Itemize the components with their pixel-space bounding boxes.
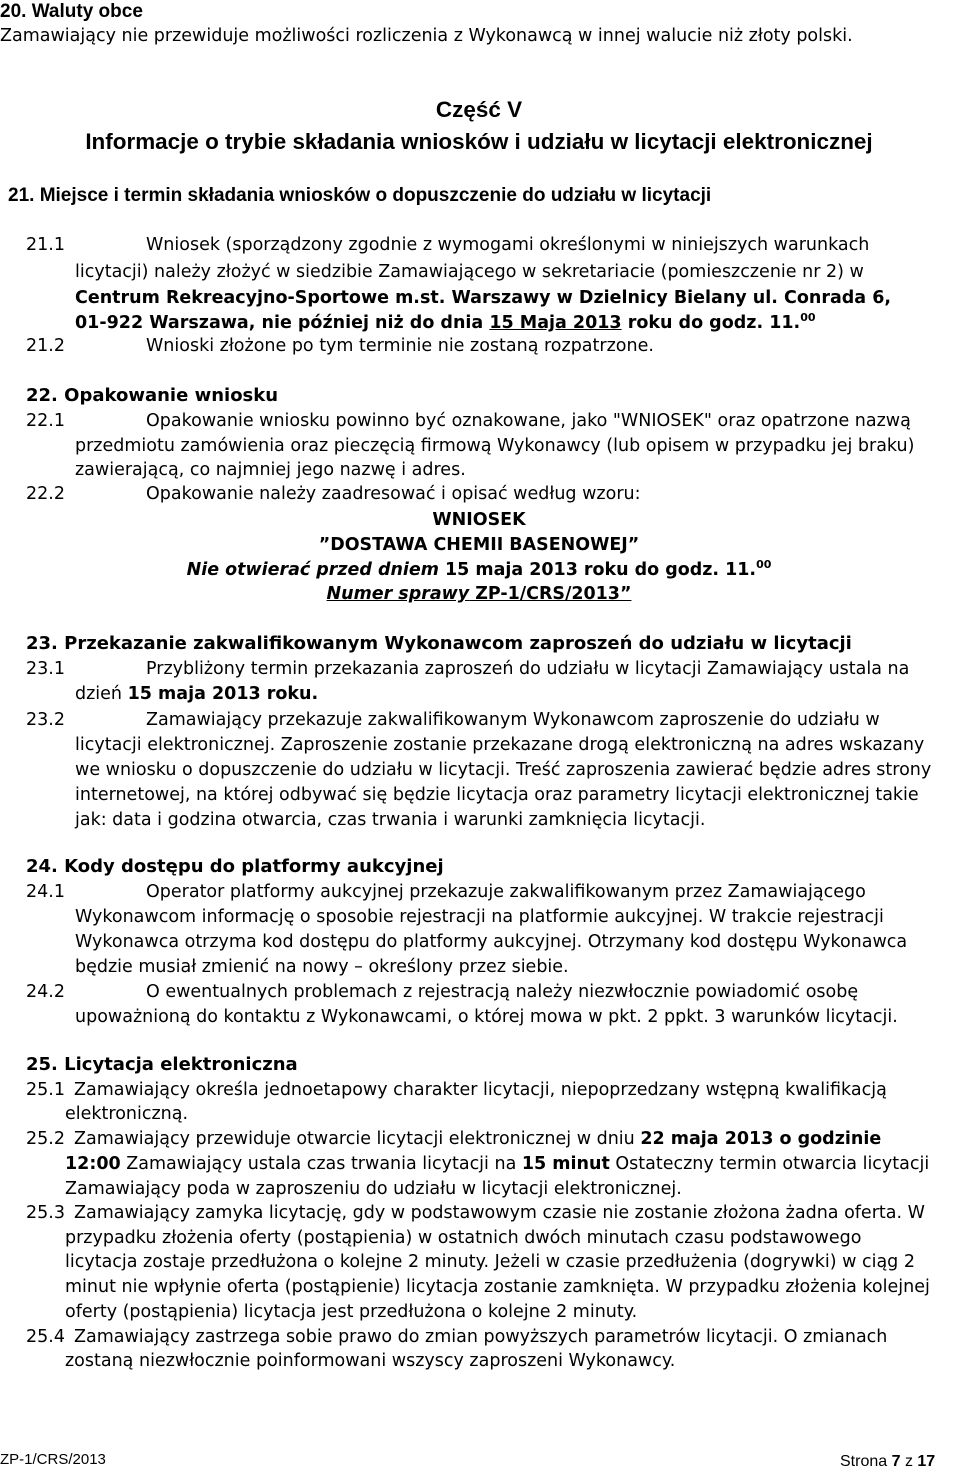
item-24-1-number: 24.1 [26, 882, 65, 902]
item-25-1-line: Zamawiający określa jednoetapowy charakter licytacji, niepoprzedzany wstępną kwalifikacją [74, 1080, 887, 1100]
deadline-minutes: 00 [800, 311, 816, 325]
page-separator: z [900, 1453, 918, 1470]
deadline-hour: roku do godz. 11. [621, 313, 801, 333]
item-25-3-line: oferty (postąpienia) licytacja jest przedłużona o kolejne 2 minuty. [65, 1302, 638, 1322]
item-25-3-line: minut nie wpłynie oferta (postąpienie) licytacja zostanie zamknięta. W przypadku złożenia kolejnej [65, 1277, 930, 1297]
section-20-heading: 20. Waluty obce [0, 1, 143, 22]
item-24-1-line: będzie musiał zmienić na nowy – określony przez siebie. [75, 957, 569, 977]
item-22-1-line: Opakowanie wniosku powinno być oznakowane, jako "WNIOSEK" oraz opatrzone nazwą [146, 411, 911, 431]
item-21-2-number: 21.2 [26, 336, 65, 356]
page-total: 17 [917, 1453, 936, 1470]
item-22-2-number: 22.2 [26, 484, 65, 504]
item-25-1-number: 25.1 [26, 1080, 65, 1100]
envelope-do-not-open [0, 558, 958, 582]
item-23-2-line: internetowej, na której odbywać się będzie licytacja oraz parametry licytacji elektronicznej takie [75, 785, 919, 805]
do-not-open-label: Nie otwierać przed dniem [186, 560, 439, 580]
item-25-2-duration: 15 minut [521, 1154, 610, 1174]
item-23-1-number: 23.1 [26, 659, 65, 679]
item-24-1-line: Wykonawca otrzyma kod dostępu do platformy aukcyjnej. Otrzymany kod dostępu Wykonawca [75, 932, 908, 952]
section-25-heading: 25. Licytacja elektroniczna [26, 1054, 298, 1075]
item-25-2-text: Zamawiający przewiduje otwarcie licytacji elektronicznej w dniu [74, 1129, 641, 1149]
section-23-heading: 23. Przekazanie zakwalifikowanym Wykonawcom zaproszeń do udziału w licytacji [26, 633, 852, 654]
item-24-1-line: Wykonawcom informację o sposobie rejestracji na platformie aukcyjnej. W trakcie rejestracji [75, 907, 884, 927]
item-25-3-line: licytacja zostaje przedłużona o kolejne 2 minuty. Jeżeli w czasie przedłużenia (dogrywki) w ciąg 2 [65, 1252, 915, 1272]
case-number-value: ZP-1/CRS/2013” [469, 584, 632, 604]
item-23-1-line: Przybliżony termin przekazania zaproszeń do udziału w licytacji Zamawiający ustala na [146, 659, 910, 679]
item-25-1-line: elektroniczną. [65, 1104, 189, 1124]
envelope-title: WNIOSEK [432, 510, 526, 530]
item-22-1-number: 22.1 [26, 411, 65, 431]
item-25-2-line [74, 1127, 881, 1151]
item-25-2-line: Zamawiający poda w zaproszeniu do udziału w licytacji elektronicznej. [65, 1179, 682, 1199]
item-21-1-address: Centrum Rekreacyjno-Sportowe m.st. Warszawy w Dzielnicy Bielany ul. Conrada 6, [75, 288, 892, 308]
part-title: Część V [435, 97, 523, 122]
item-25-4-line: Zamawiający zastrzega sobie prawo do zmian powyższych parametrów licytacji. O zmianach [74, 1327, 888, 1347]
item-22-1-line: przedmiotu zamówienia oraz pieczęcią firmową Wykonawcy (lub opisem w przypadku jej braku) [75, 436, 915, 456]
item-23-1-date: 15 maja 2013 roku. [127, 684, 319, 704]
item-25-2-text: Zamawiający ustala czas trwania licytacji na [120, 1154, 522, 1174]
item-23-1-line [75, 682, 318, 706]
item-21-1-line: licytacji) należy złożyć w siedzibie Zamawiającego w sekretariacie (pomieszczenie nr 2) w [75, 262, 864, 282]
item-25-3-number: 25.3 [26, 1203, 65, 1223]
item-23-2-number: 23.2 [26, 710, 65, 730]
section-24-heading: 24. Kody dostępu do platformy aukcyjnej [26, 856, 444, 877]
item-21-1-deadline [75, 311, 816, 335]
page-label: Strona [840, 1453, 892, 1470]
item-25-2-time: 12:00 [65, 1154, 121, 1174]
item-25-4-number: 25.4 [26, 1327, 65, 1347]
item-21-1-line: Wniosek (sporządzony zgodnie z wymogami określonymi w niniejszych warunkach [146, 235, 870, 255]
section-20-body: Zamawiający nie przewiduje możliwości rozliczenia z Wykonawcą w innej walucie niż złoty polski. [0, 26, 853, 46]
item-25-2-line [65, 1152, 929, 1176]
item-24-2-line: O ewentualnych problemach z rejestracją należy niezwłocznie powiadomić osobę [146, 982, 859, 1002]
deadline-text: 01-922 Warszawa, nie później niż do dnia [75, 313, 490, 333]
item-22-1-line: zawierającą, co najmniej jego nazwę i adres. [75, 460, 466, 480]
envelope-case-number [0, 582, 958, 606]
part-subtitle: Informacje o trybie składania wniosków i udziału w licytacji elektronicznej [85, 129, 873, 154]
footer-case-number: ZP-1/CRS/2013 [0, 1451, 106, 1468]
item-24-1-line: Operator platformy aukcyjnej przekazuje zakwalifikowanym przez Zamawiającego [146, 882, 866, 902]
deadline-date: 15 Maja 2013 [489, 313, 622, 333]
case-number-label: Numer sprawy [326, 584, 470, 604]
item-25-3-line: Zamawiający zamyka licytację, gdy w podstawowym czasie nie zostanie złożona żadna oferta. W [74, 1203, 925, 1223]
footer-page-number [840, 1450, 935, 1474]
item-21-2-line: Wnioski złożone po tym terminie nie zostaną rozpatrzone. [146, 336, 654, 356]
item-23-2-line: licytacji elektronicznej. Zaproszenie zostanie przekazane drogą elektroniczną na adres wskazany [75, 735, 925, 755]
item-22-2-line: Opakowanie należy zaadresować i opisać według wzoru: [146, 484, 641, 504]
item-25-2-date: 22 maja 2013 o godzinie [640, 1129, 882, 1149]
section-21-heading: 21. Miejsce i termin składania wniosków o dopuszczenie do udziału w licytacji [8, 185, 712, 206]
section-22-heading: 22. Opakowanie wniosku [26, 385, 279, 406]
do-not-open-date: 15 maja 2013 roku do godz. 11. [438, 560, 757, 580]
item-23-1-day-label: dzień [75, 684, 128, 704]
item-25-2-text: Ostateczny termin otwarcia licytacji [609, 1154, 930, 1174]
item-25-2-number: 25.2 [26, 1129, 65, 1149]
item-24-2-line: upoważnioną do kontaktu z Wykonawcami, o której mowa w pkt. 2 ppkt. 3 warunków licytacji. [75, 1007, 898, 1027]
item-23-2-line: jak: data i godzina otwarcia, czas trwania i warunki zamknięcia licytacji. [75, 810, 706, 830]
item-25-4-line: zostaną niezwłocznie poinformowani wszyscy zaproszeni Wykonawcy. [65, 1351, 676, 1371]
do-not-open-minutes: 00 [756, 558, 772, 572]
item-21-1-number: 21.1 [26, 235, 65, 255]
item-23-2-line: we wniosku o dopuszczenie do udziału w licytacji. Treść zaproszenia zawierać będzie adres strony [75, 760, 932, 780]
item-23-2-line: Zamawiający przekazuje zakwalifikowanym Wykonawcom zaproszenie do udziału w [146, 710, 880, 730]
envelope-subject: ”DOSTAWA CHEMII BASENOWEJ” [318, 535, 640, 555]
item-24-2-number: 24.2 [26, 982, 65, 1002]
page-current: 7 [891, 1453, 901, 1470]
item-25-3-line: przypadku złożenia oferty (postąpienia) w ostatnich dwóch minutach czasu podstawowego [65, 1228, 862, 1248]
